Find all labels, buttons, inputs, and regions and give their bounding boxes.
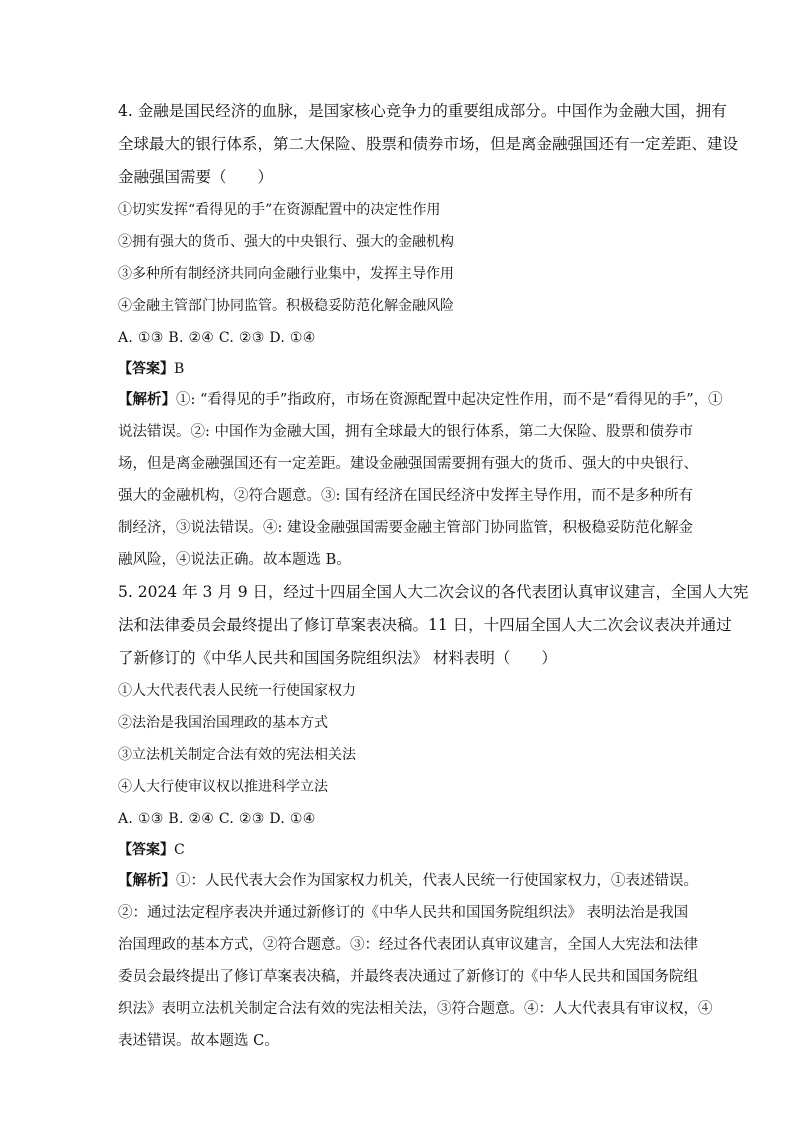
answer-value: B [174,361,185,377]
question-5-option-4: ④人大行使审议权以推进科学立法 [118,779,328,795]
question-4-stem-line-2: 全球最大的银行体系，第二大保险、股票和债券市场，但是离金融强国还有一定差距、建设 [118,135,739,153]
analysis-text: ①：人民代表大会作为国家权力机关，代表人民统一行使国家权力，①表述错误。 [176,873,698,889]
question-5-answer [118,840,684,860]
question-5-stem-line-2: 法和法律委员会最终提出了修订草案表决稿。11 日，十四届全国人大二次会议表决并通过 [118,616,732,634]
question-5-stem-line-3: 了新修订的《中华人民共和国国务院组织法》 材料表明（ ） [118,649,557,667]
analysis-label: 【解析】 [118,872,176,889]
answer-label: 【答案】 [118,842,174,858]
question-5-analysis-line-3: 治国理政的基本方式，②符合题意。③：经过各代表团认真审议建言，全国人大宪法和法律 [118,937,698,953]
question-4 [118,101,739,570]
question-4-choices: A. ①③ B. ②④ C. ②③ D. ①④ [118,330,316,346]
question-4-option-3: ③多种所有制经济共同向金融行业集中，发挥主导作用 [118,266,454,282]
question-4-answer [118,359,684,379]
question-5-analysis-line-5: 织法》表明立法机关制定合法有效的宪法相关法，③符合题意。④：人大代表具有审议权，④ [118,1001,713,1017]
analysis-label: 【解析】 [118,391,176,408]
question-4-stem-line-3: 金融强国需要（ ） [118,168,274,186]
answer-value: C [174,842,185,858]
question-4-option-4: ④金融主管部门协同监管。积极稳妥防范化解金融风险 [118,298,454,314]
question-5-stem-line-1: 5. 2024 年 3 月 9 日，经过十四届全国人大二次会议的各代表团认真审议建言，全国人大宪 [118,583,749,601]
question-5-analysis-line-4: 委员会最终提出了修订草案表决稿，并最终表决通过了新修订的《中华人民共和国国务院组 [118,969,698,985]
question-5-choices: A. ①③ B. ②④ C. ②③ D. ①④ [118,811,316,827]
answer-label: 【答案】 [118,361,174,377]
question-5-option-2: ②法治是我国治国理政的基本方式 [118,715,328,731]
question-4-stem-line-1: 4. 金融是国民经济的血脉，是国家核心竞争力的重要组成部分。中国作为金融大国，拥有 [118,102,727,120]
document-content [118,101,749,1063]
question-4-option-1: ①切实发挥“看得见的手”在资源配置中的决定性作用 [118,202,441,218]
analysis-text: ①: “看得见的手”指政府，市场在资源配置中起决定性作用，而不是“看得见的手”，① [176,392,723,408]
question-5-analysis-line-1 [118,871,698,891]
question-4-analysis-line-5: 制经济，③说法错误。④: 建设金融强国需要金融主管部门协同监管，积极稳妥防范化解金 [118,520,693,536]
question-5 [118,582,749,1051]
question-4-analysis-line-3: 场，但是离金融强国还有一定差距。建设金融强国需要拥有强大的货币、强大的中央银行、 [118,456,698,472]
question-5-analysis-line-2: ②：通过法定程序表决并通过新修订的《中华人民共和国国务院组织法》 表明法治是我国 [118,905,689,921]
question-5-analysis-line-6: 表述错误。故本题选 C。 [118,1033,279,1049]
question-4-analysis-line-2: 说法错误。②: 中国作为金融大国，拥有全球最大的银行体系，第二大保险、股票和债券市 [118,424,693,440]
question-5-option-1: ①人大代表代表人民统一行使国家权力 [118,683,356,699]
question-4-analysis-line-1 [118,390,723,410]
question-5-option-3: ③立法机关制定合法有效的宪法相关法 [118,747,356,763]
question-4-analysis-line-4: 强大的金融机构，②符合题意。③: 国有经济在国民经济中发挥主导作用，而不是多种所有 [118,488,693,504]
question-4-option-2: ②拥有强大的货币、强大的中央银行、强大的金融机构 [118,234,454,250]
question-4-analysis-line-6: 融风险，④说法正确。故本题选 B。 [118,552,351,568]
